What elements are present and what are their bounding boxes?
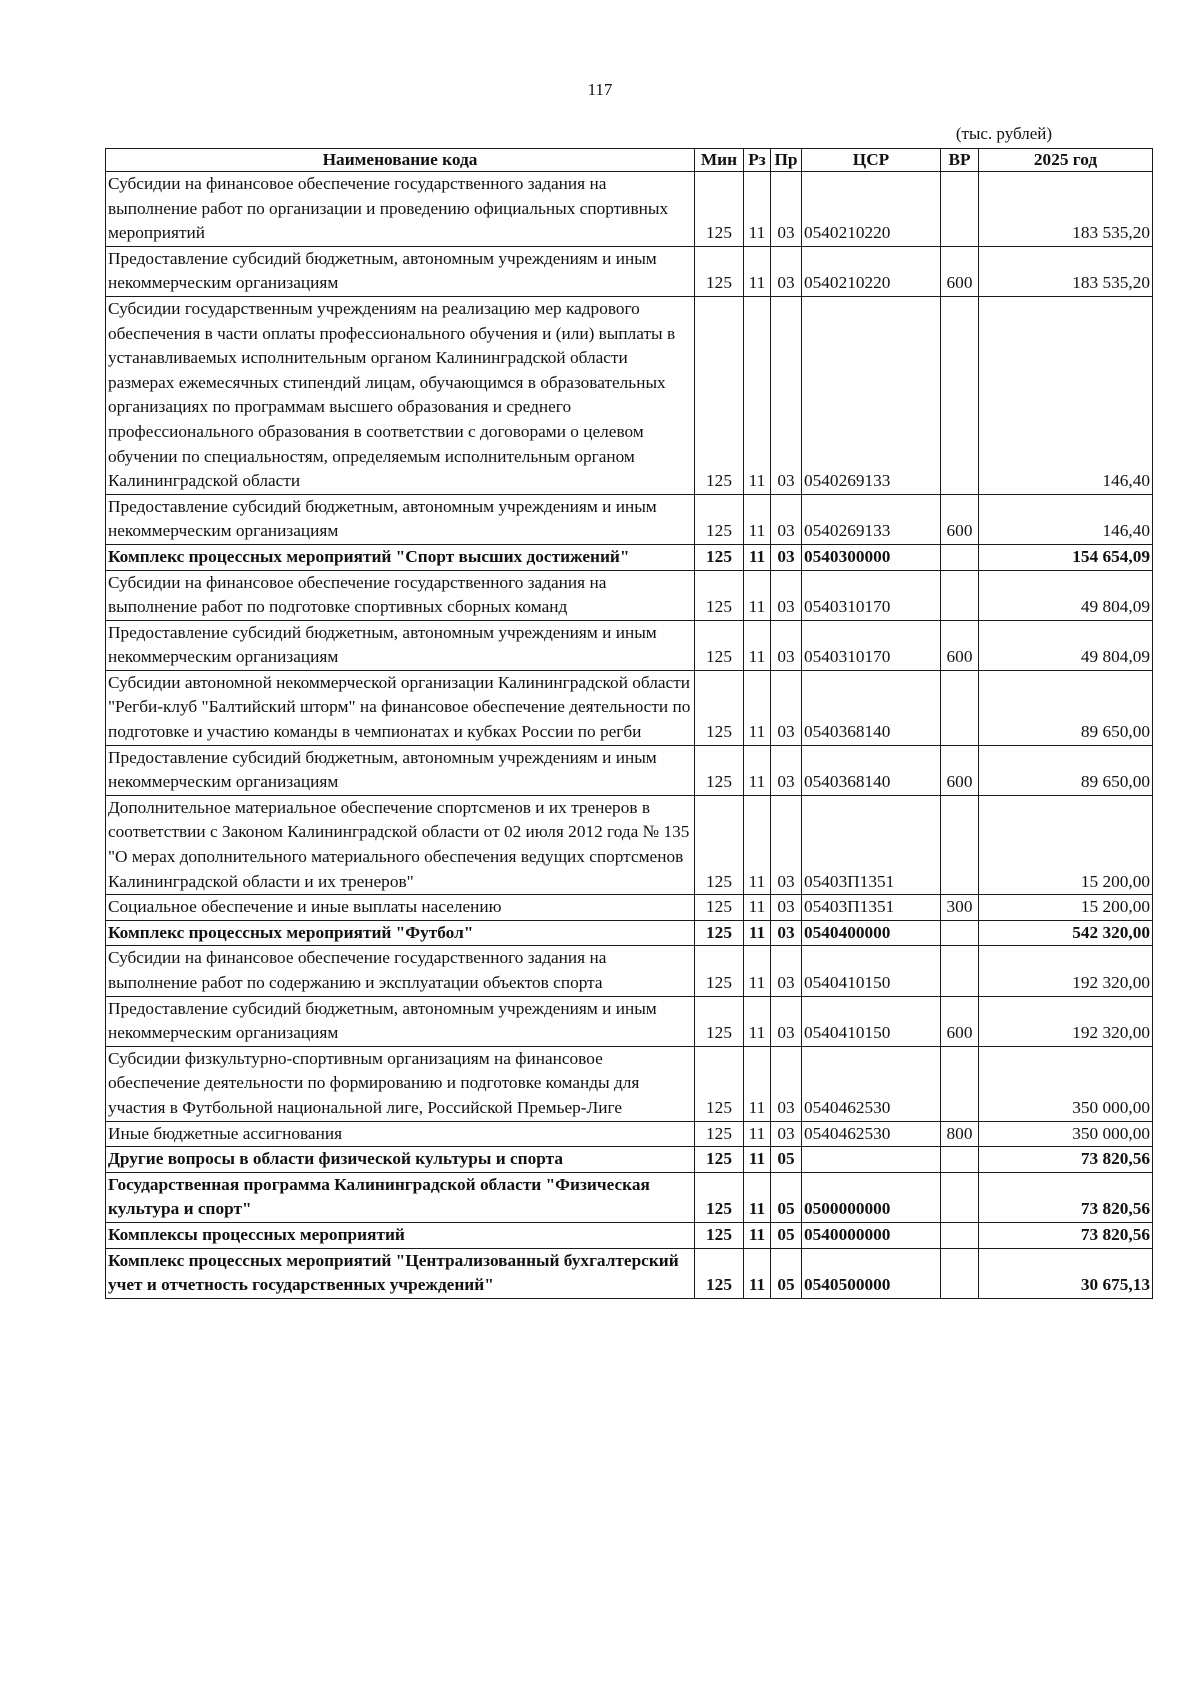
cell-rz: 11 (744, 795, 771, 894)
cell-name: Комплекс процессных мероприятий "Футбол" (106, 920, 695, 946)
cell-csr: 0540269133 (802, 494, 941, 544)
cell-rz: 11 (744, 1172, 771, 1222)
cell-min: 125 (695, 172, 744, 247)
cell-csr (802, 1147, 941, 1173)
cell-rz: 11 (744, 494, 771, 544)
cell-vr (941, 1147, 979, 1173)
header-sum: 2025 год (979, 149, 1153, 172)
cell-vr: 600 (941, 996, 979, 1046)
cell-rz: 11 (744, 670, 771, 745)
cell-csr: 05403П1351 (802, 895, 941, 921)
table-header-row (106, 149, 1153, 172)
cell-sum: 73 820,56 (979, 1147, 1153, 1173)
cell-sum: 73 820,56 (979, 1172, 1153, 1222)
header-min: Мин (695, 149, 744, 172)
cell-pr: 03 (771, 172, 802, 247)
cell-name: Иные бюджетные ассигнования (106, 1121, 695, 1147)
cell-name: Предоставление субсидий бюджетным, автономным учреждениям и иным некоммерческим организациям (106, 620, 695, 670)
table-row (106, 1248, 1153, 1298)
table-row (106, 920, 1153, 946)
cell-vr: 600 (941, 246, 979, 296)
cell-rz: 11 (744, 172, 771, 247)
cell-name: Субсидии на финансовое обеспечение государственного задания на выполнение работ по содержанию и эксплуатации объектов спорта (106, 946, 695, 996)
table-row (106, 296, 1153, 494)
cell-name: Субсидии физкультурно-спортивным организациям на финансовое обеспечение деятельности по формированию и подготовке команды для участия в Футбольной национальной лиге, Российской Премьер-Лиге (106, 1046, 695, 1121)
cell-pr: 03 (771, 1046, 802, 1121)
cell-pr: 03 (771, 895, 802, 921)
table-row (106, 1222, 1153, 1248)
cell-name: Предоставление субсидий бюджетным, автономным учреждениям и иным некоммерческим организациям (106, 745, 695, 795)
cell-sum: 89 650,00 (979, 670, 1153, 745)
cell-name: Субсидии на финансовое обеспечение государственного задания на выполнение работ по подготовке спортивных сборных команд (106, 570, 695, 620)
cell-min: 125 (695, 745, 744, 795)
cell-min: 125 (695, 296, 744, 494)
cell-name: Предоставление субсидий бюджетным, автономным учреждениям и иным некоммерческим организациям (106, 494, 695, 544)
table-row (106, 1172, 1153, 1222)
cell-pr: 03 (771, 544, 802, 570)
cell-sum: 30 675,13 (979, 1248, 1153, 1298)
cell-rz: 11 (744, 1147, 771, 1173)
cell-rz: 11 (744, 1046, 771, 1121)
cell-pr: 03 (771, 570, 802, 620)
cell-rz: 11 (744, 296, 771, 494)
cell-csr: 0540368140 (802, 745, 941, 795)
cell-pr: 03 (771, 494, 802, 544)
table-row (106, 1121, 1153, 1147)
cell-name: Субсидии автономной некоммерческой организации Калининградской области "Регби-клуб "Балтийский шторм" на финансовое обеспечение деятельности по подготовке и участию команды в чемпионатах и кубках России по регби (106, 670, 695, 745)
cell-min: 125 (695, 946, 744, 996)
cell-vr (941, 570, 979, 620)
cell-name: Предоставление субсидий бюджетным, автономным учреждениям и иным некоммерческим организациям (106, 996, 695, 1046)
cell-rz: 11 (744, 745, 771, 795)
table-row (106, 745, 1153, 795)
cell-min: 125 (695, 920, 744, 946)
cell-sum: 192 320,00 (979, 946, 1153, 996)
header-pr: Пр (771, 149, 802, 172)
units-label: (тыс. рублей) (955, 124, 1052, 143)
cell-min: 125 (695, 544, 744, 570)
cell-csr: 0540210220 (802, 172, 941, 247)
cell-sum: 146,40 (979, 296, 1153, 494)
cell-rz: 11 (744, 544, 771, 570)
cell-vr (941, 795, 979, 894)
table-row (106, 996, 1153, 1046)
table-row (106, 494, 1153, 544)
cell-vr (941, 670, 979, 745)
cell-sum: 154 654,09 (979, 544, 1153, 570)
cell-csr: 0540210220 (802, 246, 941, 296)
cell-vr (941, 544, 979, 570)
cell-pr: 03 (771, 795, 802, 894)
cell-name: Субсидии на финансовое обеспечение государственного задания на выполнение работ по организации и проведению официальных спортивных мероприятий (106, 172, 695, 247)
cell-pr: 03 (771, 296, 802, 494)
cell-min: 125 (695, 1147, 744, 1173)
cell-csr: 0540462530 (802, 1121, 941, 1147)
cell-pr: 05 (771, 1248, 802, 1298)
cell-pr: 05 (771, 1147, 802, 1173)
cell-name: Социальное обеспечение и иные выплаты населению (106, 895, 695, 921)
table-row (106, 946, 1153, 996)
cell-sum: 15 200,00 (979, 895, 1153, 921)
cell-rz: 11 (744, 1248, 771, 1298)
cell-csr: 0540410150 (802, 946, 941, 996)
cell-name: Государственная программа Калининградской области "Физическая культура и спорт" (106, 1172, 695, 1222)
table-row (106, 670, 1153, 745)
cell-csr: 0540410150 (802, 996, 941, 1046)
header-vr: ВР (941, 149, 979, 172)
cell-rz: 11 (744, 570, 771, 620)
cell-vr: 600 (941, 620, 979, 670)
cell-min: 125 (695, 620, 744, 670)
table-row (106, 620, 1153, 670)
cell-vr (941, 1046, 979, 1121)
cell-vr (941, 920, 979, 946)
cell-vr (941, 1172, 979, 1222)
cell-vr (941, 946, 979, 996)
cell-sum: 542 320,00 (979, 920, 1153, 946)
header-name: Наименование кода (106, 149, 695, 172)
cell-sum: 73 820,56 (979, 1222, 1153, 1248)
cell-name: Комплексы процессных мероприятий (106, 1222, 695, 1248)
cell-vr: 600 (941, 494, 979, 544)
cell-name: Предоставление субсидий бюджетным, автономным учреждениям и иным некоммерческим организациям (106, 246, 695, 296)
cell-min: 125 (695, 996, 744, 1046)
header-csr: ЦСР (802, 149, 941, 172)
cell-sum: 350 000,00 (979, 1121, 1153, 1147)
cell-sum: 350 000,00 (979, 1046, 1153, 1121)
cell-rz: 11 (744, 1121, 771, 1147)
cell-pr: 03 (771, 946, 802, 996)
cell-vr: 600 (941, 745, 979, 795)
cell-name: Комплекс процессных мероприятий "Спорт высших достижений" (106, 544, 695, 570)
cell-csr: 0540310170 (802, 570, 941, 620)
cell-min: 125 (695, 1248, 744, 1298)
cell-min: 125 (695, 1222, 744, 1248)
cell-rz: 11 (744, 996, 771, 1046)
cell-csr: 0540500000 (802, 1248, 941, 1298)
page-number: 117 (587, 80, 613, 99)
header-rz: Рз (744, 149, 771, 172)
cell-min: 125 (695, 1121, 744, 1147)
table-row (106, 570, 1153, 620)
cell-pr: 03 (771, 620, 802, 670)
cell-pr: 03 (771, 1121, 802, 1147)
cell-sum: 192 320,00 (979, 996, 1153, 1046)
cell-min: 125 (695, 570, 744, 620)
cell-rz: 11 (744, 946, 771, 996)
cell-csr: 0540000000 (802, 1222, 941, 1248)
cell-sum: 183 535,20 (979, 246, 1153, 296)
cell-sum: 146,40 (979, 494, 1153, 544)
cell-name: Дополнительное материальное обеспечение спортсменов и их тренеров в соответствии с Законом Калининградской области от 02 июля 2012 года № 135 "О мерах дополнительного материального обеспечения ведущих спортсменов Калининградской области и их тренеров" (106, 795, 695, 894)
cell-rz: 11 (744, 895, 771, 921)
cell-pr: 03 (771, 246, 802, 296)
cell-pr: 03 (771, 670, 802, 745)
cell-sum: 183 535,20 (979, 172, 1153, 247)
cell-min: 125 (695, 895, 744, 921)
cell-csr: 0540269133 (802, 296, 941, 494)
cell-rz: 11 (744, 620, 771, 670)
cell-csr: 0540400000 (802, 920, 941, 946)
cell-name: Другие вопросы в области физической культуры и спорта (106, 1147, 695, 1173)
cell-vr: 300 (941, 895, 979, 921)
cell-sum: 49 804,09 (979, 570, 1153, 620)
cell-min: 125 (695, 1046, 744, 1121)
cell-sum: 89 650,00 (979, 745, 1153, 795)
cell-vr (941, 1248, 979, 1298)
table-row (106, 544, 1153, 570)
cell-csr: 0540300000 (802, 544, 941, 570)
table-row (106, 172, 1153, 247)
cell-csr: 05403П1351 (802, 795, 941, 894)
cell-rz: 11 (744, 920, 771, 946)
cell-min: 125 (695, 494, 744, 544)
table-row (106, 895, 1153, 921)
cell-csr: 0540462530 (802, 1046, 941, 1121)
table-row (106, 1046, 1153, 1121)
table-row (106, 246, 1153, 296)
cell-pr: 05 (771, 1222, 802, 1248)
cell-min: 125 (695, 1172, 744, 1222)
cell-pr: 03 (771, 996, 802, 1046)
cell-sum: 15 200,00 (979, 795, 1153, 894)
cell-vr (941, 172, 979, 247)
cell-vr (941, 296, 979, 494)
cell-rz: 11 (744, 246, 771, 296)
cell-name: Комплекс процессных мероприятий "Централизованный бухгалтерский учет и отчетность государственных учреждений" (106, 1248, 695, 1298)
cell-pr: 03 (771, 745, 802, 795)
budget-table (105, 148, 1153, 1299)
cell-min: 125 (695, 670, 744, 745)
cell-vr (941, 1222, 979, 1248)
cell-name: Субсидии государственным учреждениям на реализацию мер кадрового обеспечения в части оплаты профессионального обучения и (или) выплаты в устанавливаемых исполнительным органом Калининградской области размерах ежемесячных стипендий лицам, обучающимся в образовательных организациях по программам высшего образования и среднего профессионального образования в соответствии с договорами о целевом обучении по специальностям, определяемым исполнительным органом Калининградской области (106, 296, 695, 494)
cell-csr: 0540368140 (802, 670, 941, 745)
cell-csr: 0500000000 (802, 1172, 941, 1222)
cell-min: 125 (695, 246, 744, 296)
cell-pr: 05 (771, 1172, 802, 1222)
cell-sum: 49 804,09 (979, 620, 1153, 670)
cell-min: 125 (695, 795, 744, 894)
table-row (106, 795, 1153, 894)
table-row (106, 1147, 1153, 1173)
cell-rz: 11 (744, 1222, 771, 1248)
cell-csr: 0540310170 (802, 620, 941, 670)
cell-vr: 800 (941, 1121, 979, 1147)
cell-pr: 03 (771, 920, 802, 946)
